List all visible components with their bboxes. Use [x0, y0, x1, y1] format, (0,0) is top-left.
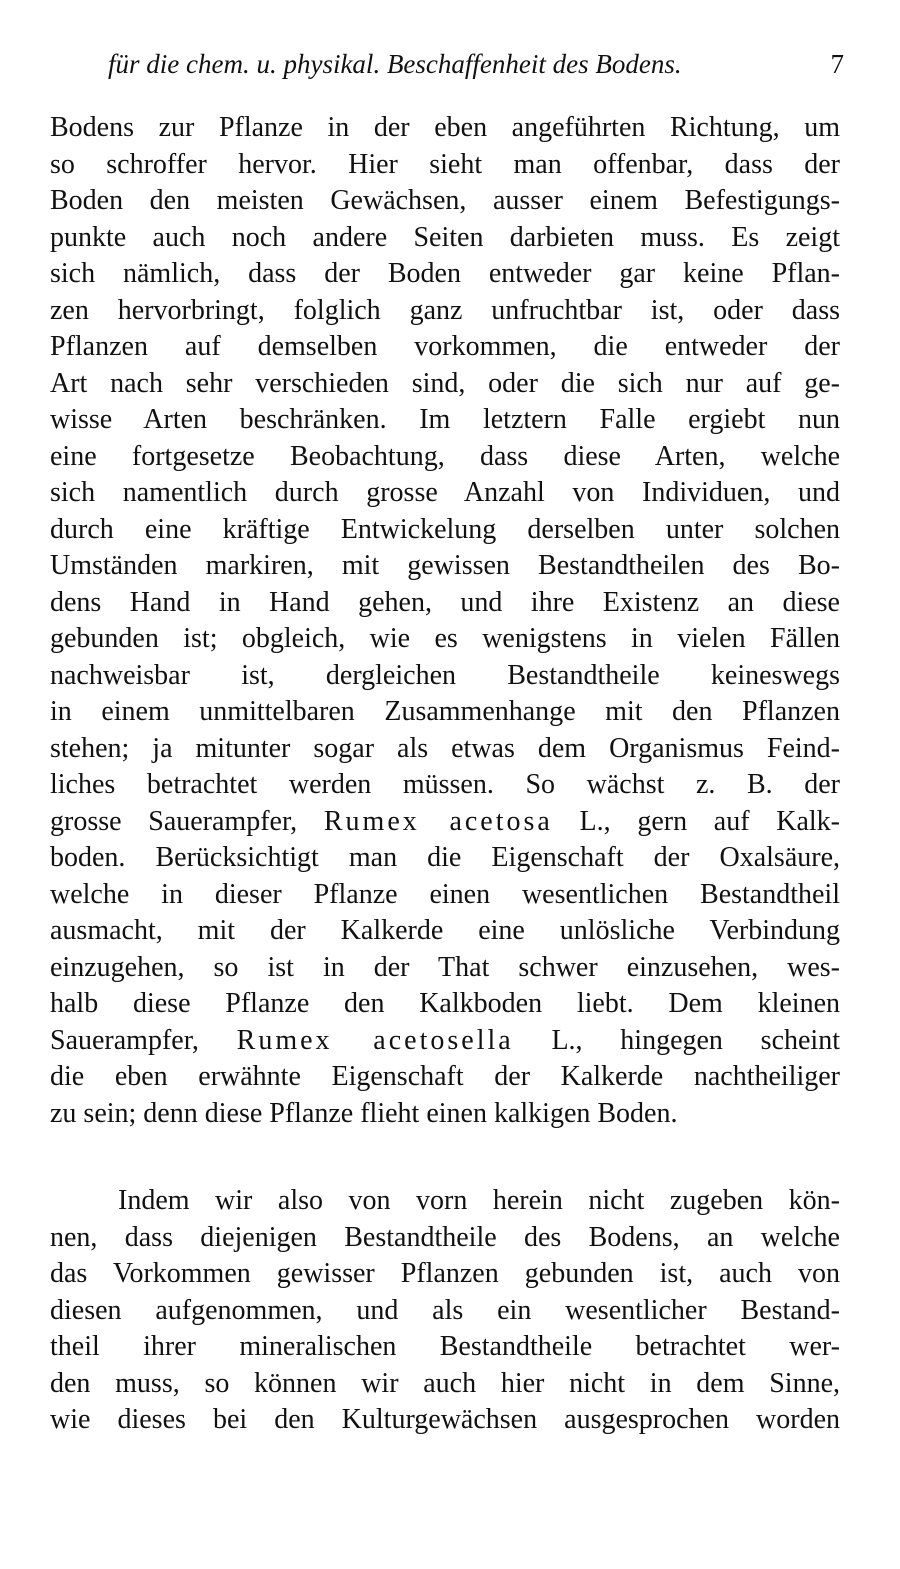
- text-line-latin-name: [50, 1023, 840, 1060]
- text-line: zen hervorbringt, folglich ganz unfruchtbar ist, oder dass: [50, 294, 840, 326]
- text-line: liches betrachtet werden müssen. So wächst z. B. der: [50, 769, 840, 800]
- text-line: nen, dass diejenigen Bestandtheile des Bodens, an welche: [50, 1221, 840, 1253]
- running-title: für die chem. u. physikal. Beschaffenheit des Bodens.: [108, 49, 682, 79]
- text-line: das Vorkommen gewisser Pflanzen gebunden ist, auch von: [50, 1258, 840, 1289]
- text-line: so schroffer hervor. Hier sieht man offenbar, dass der: [50, 148, 840, 180]
- text-line: Art nach sehr verschieden sind, oder die sich nur auf ge-: [50, 367, 840, 399]
- paragraph-2: [50, 1183, 840, 1439]
- text-line-latin-name: [50, 804, 840, 841]
- text-line: den muss, so können wir auch hier nicht in dem Sinne,: [50, 1367, 840, 1399]
- text-line: einzugehen, so ist in der That schwer einzusehen, wes-: [50, 951, 840, 983]
- text-line: boden. Berücksichtigt man die Eigenschaft der Oxalsäure,: [50, 842, 840, 873]
- text-line: ausmacht, mit der Kalkerde eine unlösliche Verbindung: [50, 915, 840, 946]
- text-line: Indem wir also von vorn herein nicht zugeben kön-: [118, 1185, 840, 1216]
- text-line: dens Hand in Hand gehen, und ihre Existenz an diese: [50, 586, 840, 618]
- text-line: wie dieses bei den Kulturgewächsen ausgesprochen worden: [50, 1404, 840, 1435]
- text-line: Boden den meisten Gewächsen, ausser einem Befestigungs-: [50, 185, 840, 216]
- text-line: wisse Arten beschränken. Im letztern Falle ergiebt nun: [50, 404, 840, 435]
- text-line: stehen; ja mitunter sogar als etwas dem Organismus Feind-: [50, 732, 840, 764]
- text-line: theil ihrer mineralischen Bestandtheile betrachtet wer-: [50, 1331, 840, 1362]
- text-segment: L., hingegen scheint: [513, 1024, 840, 1056]
- text-line: punkte auch noch andere Seiten darbieten muss. Es zeigt: [50, 221, 840, 253]
- page-number: 7: [830, 49, 844, 79]
- text-line: diesen aufgenommen, und als ein wesentlicher Bestand-: [50, 1294, 840, 1326]
- text-line: durch eine kräftige Entwickelung derselben unter solchen: [50, 513, 840, 545]
- text-line: zu sein; denn diese Pflanze flieht einen kalkigen Boden.: [50, 1097, 678, 1129]
- running-head: [108, 44, 844, 84]
- text-line: die eben erwähnte Eigenschaft der Kalkerde nachtheiliger: [50, 1061, 840, 1092]
- text-segment: grosse Sauerampfer,: [50, 805, 324, 837]
- text-line: nachweisbar ist, dergleichen Bestandtheile keineswegs: [50, 659, 840, 691]
- text-line: eine fortgesetze Beobachtung, dass diese Arten, welche: [50, 440, 840, 472]
- text-segment: Sauerampfer,: [50, 1024, 237, 1056]
- text-line: Pflanzen auf demselben vorkommen, die entweder der: [50, 331, 840, 362]
- text-line: in einem unmittelbaren Zusammenhange mit den Pflanzen: [50, 696, 840, 727]
- text-line: gebunden ist; obgleich, wie es wenigstens in vielen Fällen: [50, 623, 840, 654]
- text-line: Umständen markiren, mit gewissen Bestandtheilen des Bo-: [50, 550, 840, 581]
- latin-species-name: Rumex acetosa: [323, 805, 553, 837]
- text-line: Bodens zur Pflanze in der eben angeführten Richtung, um: [50, 112, 840, 143]
- latin-species-name: Rumex acetosella: [236, 1024, 514, 1056]
- text-line: halb diese Pflanze den Kalkboden liebt. Dem kleinen: [50, 988, 840, 1019]
- text-line: sich namentlich durch grosse Anzahl von Individuen, und: [50, 477, 840, 508]
- paragraph-1: [50, 110, 840, 1132]
- text-line: welche in dieser Pflanze einen wesentlichen Bestandtheil: [50, 878, 840, 910]
- text-segment: L., gern auf Kalk-: [552, 805, 840, 837]
- text-line: sich nämlich, dass der Boden entweder gar keine Pflan-: [50, 258, 840, 289]
